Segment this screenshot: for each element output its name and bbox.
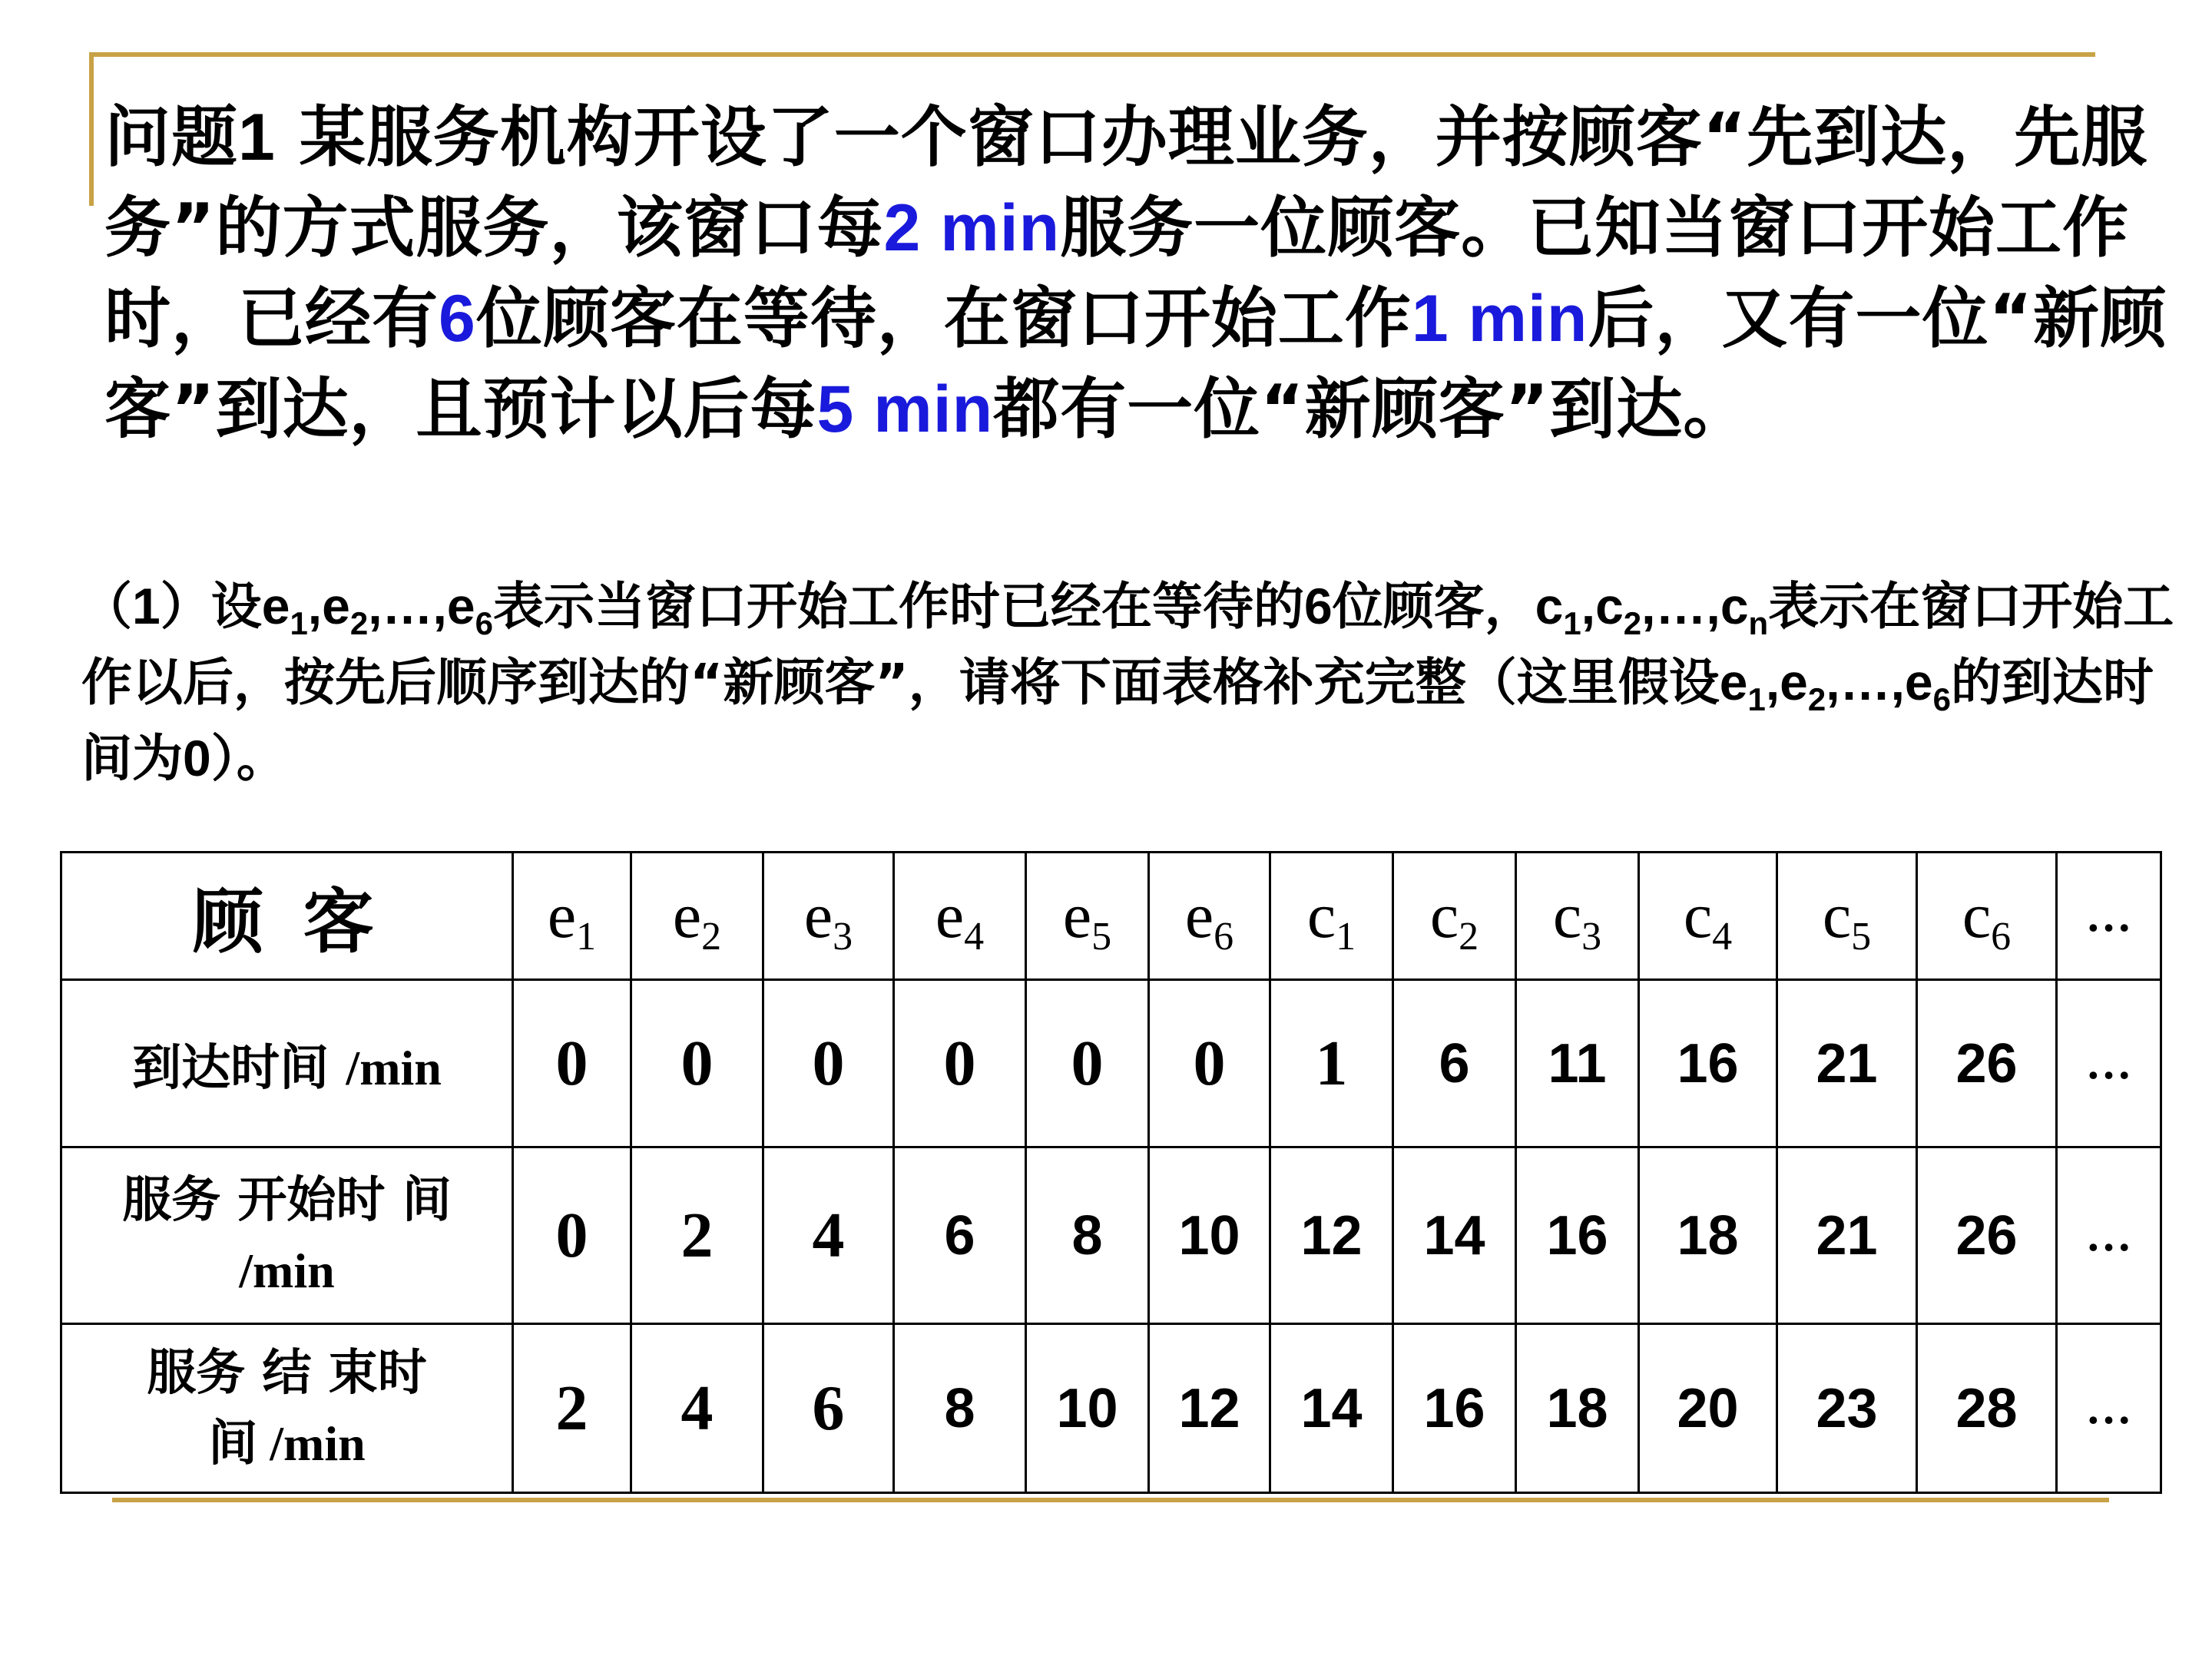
left-rule — [89, 52, 94, 206]
sub-question-text: ）。 — [210, 729, 287, 788]
value-cell: 0 — [1149, 980, 1270, 1147]
customer-cell — [763, 853, 894, 980]
customer-subscript: 1 — [576, 915, 597, 959]
value-cell: 0 — [1026, 980, 1149, 1147]
customer-subscript: 1 — [1336, 915, 1356, 959]
customer-subscript: 6 — [1214, 915, 1234, 959]
value-cell: 28 — [1917, 1324, 2057, 1493]
sub-question-text: 0 — [183, 730, 211, 786]
highlight-value: 5 min — [816, 373, 994, 446]
customer-subscript: 5 — [1091, 915, 1112, 959]
value-cell: 2 — [513, 1324, 631, 1493]
sub-question-text: ）设 — [160, 577, 262, 636]
value-cell: 18 — [1639, 1147, 1777, 1324]
highlight-value: 1 min — [1411, 282, 1588, 356]
customer-cell — [1777, 853, 1917, 980]
sub-question-text: 表示在窗口开始工作以后，按先后顺序到达的“新顾客”，请将下面表格补充完整（这里假设 — [81, 577, 2174, 712]
ellipsis-cell: … — [2057, 1147, 2161, 1324]
customer-base: c — [1429, 880, 1459, 952]
row-label-line: 间 /min — [208, 1416, 366, 1471]
problem-text: 都有一位“新顾客”到达。 — [993, 371, 1750, 448]
problem-text: 位顾客在等待，在窗口开始工作 — [475, 280, 1412, 357]
highlight-value: 6 — [439, 282, 476, 356]
customer-cell — [1149, 853, 1270, 980]
value-cell: 1 — [1270, 980, 1393, 1147]
value-cell: 21 — [1777, 980, 1917, 1147]
customer-base: c — [1306, 880, 1336, 952]
customer-base: c — [1552, 880, 1582, 952]
value-cell: 18 — [1516, 1324, 1639, 1493]
schedule-table — [60, 851, 2162, 1494]
value-cell: 0 — [513, 1147, 631, 1324]
problem-text: 问题 — [104, 99, 238, 176]
row-label — [61, 980, 513, 1147]
sub-question-text: （ — [81, 577, 132, 636]
row-label-line: /min — [239, 1243, 335, 1298]
subscript: 2 — [1623, 605, 1642, 641]
sub-question-text: ,…,c — [1641, 578, 1749, 634]
sub-question-text: ,…,e — [1826, 654, 1933, 710]
customer-subscript: 2 — [701, 915, 722, 959]
ellipsis-cell: … — [2057, 1324, 2161, 1493]
customer-cell — [894, 853, 1026, 980]
value-cell: 16 — [1393, 1324, 1516, 1493]
value-cell: 10 — [1149, 1147, 1270, 1324]
sub-question-text: 1 — [132, 578, 161, 634]
row-label-text: /min — [346, 1040, 442, 1095]
subscript: 1 — [1747, 681, 1766, 717]
problem-text: 1 — [238, 101, 276, 174]
value-cell: 26 — [1917, 1147, 2057, 1324]
customer-base: e — [1062, 880, 1092, 952]
subscript: 6 — [475, 605, 493, 641]
value-cell: 4 — [631, 1324, 763, 1493]
row-label-text: 到达时间 — [132, 1039, 346, 1097]
customer-cell — [1639, 853, 1777, 980]
row-label — [61, 1324, 513, 1493]
sub-question-text: ,…,e — [368, 578, 475, 634]
value-cell: 23 — [1777, 1324, 1917, 1493]
customer-cell — [1917, 853, 2057, 980]
problem-statement — [104, 92, 2194, 455]
subscript: 6 — [1932, 681, 1951, 717]
subscript: n — [1748, 605, 1769, 641]
sub-question-text: 6 — [1303, 578, 1333, 634]
value-cell: 2 — [631, 1147, 763, 1324]
ellipsis-cell: … — [2057, 980, 2161, 1147]
sub-question-text: 位顾客， — [1332, 577, 1535, 636]
customer-base: e — [803, 880, 833, 952]
value-cell: 12 — [1149, 1324, 1270, 1493]
value-cell: 0 — [894, 980, 1026, 1147]
customer-header-row — [61, 853, 2161, 980]
problem-text: 某服务机构开设了一个窗口办理业务，并按顾客“先到达，先服务”的方式服务，该窗口每 — [104, 99, 2148, 267]
value-cell: 6 — [1393, 980, 1516, 1147]
problem-text: 服务一位顾客。已知当窗口开始工作时，已经有 — [104, 190, 2130, 357]
customer-base: e — [672, 880, 702, 952]
row-label-line: 服务 结 束时 — [147, 1344, 427, 1402]
arrival-time-row — [61, 980, 2161, 1147]
customer-cell — [1270, 853, 1393, 980]
row-label-line: 服务 开始时 间 — [122, 1171, 452, 1229]
customer-subscript: 2 — [1459, 915, 1479, 959]
value-cell: 6 — [894, 1147, 1026, 1324]
customer-header-label: 顾 客 — [61, 853, 513, 980]
value-cell: 0 — [631, 980, 763, 1147]
value-cell: 16 — [1516, 1147, 1639, 1324]
row-label — [61, 1147, 513, 1324]
customer-cell — [1026, 853, 1149, 980]
value-cell: 11 — [1516, 980, 1639, 1147]
value-cell: 4 — [763, 1147, 894, 1324]
value-cell: 12 — [1270, 1147, 1393, 1324]
value-cell: 14 — [1393, 1147, 1516, 1324]
subscript: 2 — [349, 605, 369, 641]
service-end-row — [61, 1324, 2161, 1493]
customer-base: e — [935, 880, 965, 952]
sub-question-text: e — [1719, 654, 1748, 710]
customer-subscript: 4 — [1712, 915, 1733, 959]
customer-cell — [631, 853, 763, 980]
customer-subscript: 3 — [833, 915, 853, 959]
customer-base: c — [1822, 880, 1852, 952]
value-cell: 6 — [763, 1324, 894, 1493]
value-cell: 10 — [1026, 1324, 1149, 1493]
customer-subscript: 6 — [1991, 915, 2012, 959]
customer-base: c — [1962, 880, 1992, 952]
bottom-rule — [112, 1498, 2109, 1502]
highlight-value: 2 min — [883, 191, 1061, 265]
customer-cell — [513, 853, 631, 980]
sub-question-text: e — [261, 578, 290, 634]
customer-subscript: 5 — [1851, 915, 1872, 959]
value-cell: 14 — [1270, 1324, 1393, 1493]
sub-question-text: ,c — [1581, 578, 1624, 634]
ellipsis-cell: … — [2057, 853, 2161, 980]
service-start-row — [61, 1147, 2161, 1324]
sub-question-text: 的到达时间为 — [81, 653, 2154, 788]
value-cell: 8 — [894, 1324, 1026, 1493]
sub-question-text: c — [1535, 578, 1564, 634]
sub-question-text: ,e — [1765, 654, 1808, 710]
customer-base: e — [547, 880, 577, 952]
subscript: 1 — [1563, 605, 1581, 641]
sub-question-text: ,e — [307, 578, 350, 634]
value-cell: 20 — [1639, 1324, 1777, 1493]
value-cell: 0 — [513, 980, 631, 1147]
customer-subscript: 3 — [1581, 915, 1602, 959]
value-cell: 16 — [1639, 980, 1777, 1147]
subscript: 1 — [290, 605, 308, 641]
customer-cell — [1393, 853, 1516, 980]
sub-question — [81, 568, 2186, 796]
value-cell: 0 — [763, 980, 894, 1147]
value-cell: 8 — [1026, 1147, 1149, 1324]
customer-cell — [1516, 853, 1639, 980]
top-rule — [91, 52, 2095, 57]
sub-question-text: 表示当窗口开始工作时已经在等待的 — [492, 577, 1304, 636]
customer-base: e — [1184, 880, 1214, 952]
subscript: 2 — [1807, 681, 1826, 717]
value-cell: 21 — [1777, 1147, 1917, 1324]
customer-subscript: 4 — [964, 915, 985, 959]
customer-base: c — [1683, 880, 1713, 952]
value-cell: 26 — [1917, 980, 2057, 1147]
problem-text: 后，又有一位“新顾客”到达，且预计以后每 — [104, 280, 2167, 448]
